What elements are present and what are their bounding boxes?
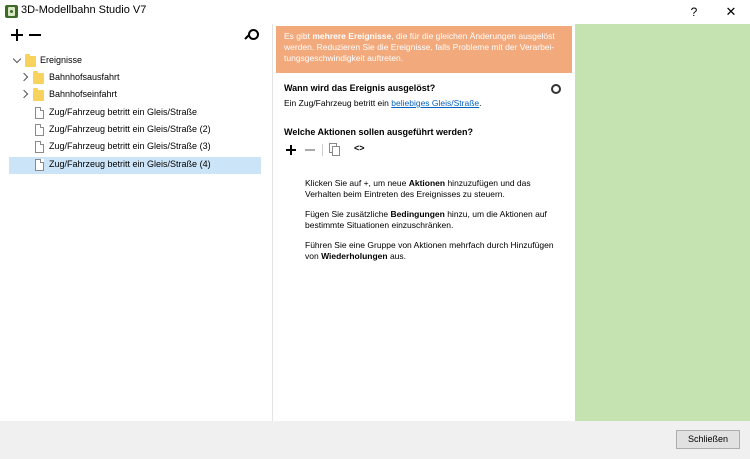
tree-item-bahnhofseinfahrt[interactable] (9, 87, 261, 104)
help-text: hinzu, um die Aktionen auf bestimmte Situationen einzuschränken. (305, 209, 547, 230)
search-icon[interactable] (245, 29, 258, 42)
actions-heading: Welche Aktionen sollen ausgeführt werden? (284, 127, 474, 137)
chevron-right-icon[interactable] (20, 73, 28, 81)
folder-icon (33, 73, 44, 84)
help-text: hinzuzufügen und das Verhalten beim Eintreten des Ereignisses zu steuern. (305, 178, 531, 199)
tree-item-ereignisse[interactable] (9, 53, 261, 70)
dialog-footer (0, 421, 750, 459)
help-text: Führen Sie eine Gruppe von Aktionen mehrfach durch Hinzufügen von (305, 240, 554, 261)
tree-item-event-selected[interactable] (9, 157, 261, 174)
document-icon (35, 124, 44, 136)
event-detail-panel (273, 24, 574, 421)
folder-icon (25, 56, 36, 67)
chevron-down-icon[interactable] (13, 55, 21, 63)
help-bold-text: Bedingungen (390, 209, 445, 219)
trigger-text: . (479, 98, 482, 108)
warning-bold-text: mehrere Ereignisse (312, 31, 392, 41)
warning-text: Es gibt (284, 31, 313, 41)
document-icon (35, 107, 44, 119)
document-icon (35, 141, 44, 153)
app-logo-icon (5, 5, 18, 18)
warning-text: , die für die gleichen Änderungen ausgelöst werden. Reduzieren Sie die Ereignisse, falls Probleme mit der Verarbei-tungsgeschwindigkeit auftreten. (284, 31, 555, 63)
tree-item-label: Zug/Fahrzeug betritt ein Gleis/Straße (3) (49, 141, 211, 151)
help-paragraph-conditions (305, 209, 555, 231)
close-button[interactable]: Schließen (676, 430, 740, 449)
trigger-heading: Wann wird das Ereignis ausgelöst? (284, 83, 436, 93)
help-button[interactable]: ? (690, 5, 698, 19)
add-icon[interactable] (11, 29, 23, 41)
tree-item-label: Bahnhofseinfahrt (49, 89, 118, 99)
add-action-icon[interactable] (286, 145, 296, 155)
help-text: Klicken Sie auf +, um neue (305, 178, 409, 188)
document-icon (35, 159, 44, 171)
window-title: 3D-Modellbahn Studio V7 (21, 4, 147, 16)
close-window-button[interactable]: ✕ (725, 4, 737, 19)
gear-icon[interactable] (551, 84, 561, 94)
tree-item-label: Ereignisse (40, 55, 83, 65)
help-text: Fügen Sie zusätzliche (305, 209, 391, 219)
tree-item-label: Zug/Fahrzeug betritt ein Gleis/Straße (49, 107, 198, 117)
title-bar (0, 0, 750, 24)
chevron-right-icon[interactable] (20, 90, 28, 98)
tree-item-label: Zug/Fahrzeug betritt ein Gleis/Straße (4) (49, 159, 211, 169)
tree-item-event[interactable] (9, 122, 261, 139)
remove-icon[interactable] (29, 29, 41, 41)
side-panel (575, 24, 750, 421)
help-paragraph-actions (305, 178, 555, 200)
toolbar-divider (322, 144, 323, 156)
track-link[interactable]: beliebiges Gleis/Straße (391, 98, 480, 108)
copy-icon[interactable] (329, 143, 341, 156)
tree-item-label: Zug/Fahrzeug betritt ein Gleis/Straße (2) (49, 124, 211, 134)
trigger-description (284, 98, 482, 108)
tree-item-event[interactable] (9, 105, 261, 122)
help-paragraph-repetitions (305, 240, 555, 262)
event-tree-panel (0, 24, 273, 421)
help-bold-text: Aktionen (408, 178, 446, 188)
tree-item-bahnhofsausfahrt[interactable] (9, 70, 261, 87)
help-text: aus. (387, 251, 407, 261)
warning-banner (276, 26, 572, 73)
code-icon[interactable]: <> (354, 143, 365, 153)
trigger-text: Ein Zug/Fahrzeug betritt ein (284, 98, 392, 108)
tree-item-event[interactable] (9, 139, 261, 156)
tree-item-label: Bahnhofsausfahrt (49, 72, 120, 82)
folder-icon (33, 90, 44, 101)
help-bold-text: Wiederholungen (321, 251, 388, 261)
remove-action-icon[interactable] (305, 145, 315, 155)
